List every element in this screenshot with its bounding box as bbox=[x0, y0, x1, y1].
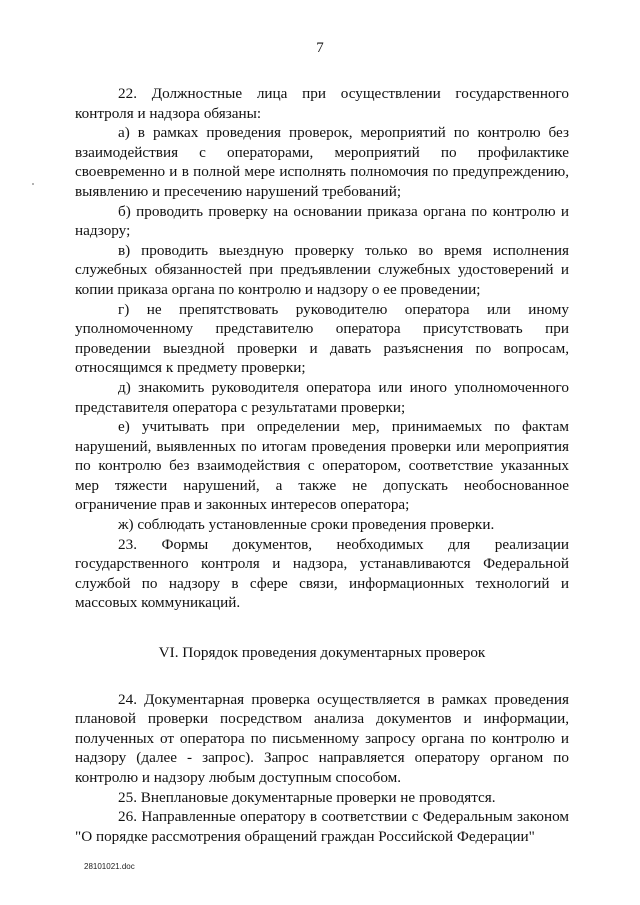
item-22-zh: ж) соблюдать установленные сроки проведения проверки. bbox=[118, 516, 495, 534]
item-22-d: д) знакомить руководителя оператора или иного уполномоченного представителя оператора с результатами проверки; bbox=[75, 378, 569, 416]
footer-filename: 28101021.doc bbox=[84, 862, 135, 871]
paragraph-23: 23. Формы документов, необходимых для реализации государственного контроля и надзора, устанавливаются Федеральной службой по надзору в сфере связи, информационных технологий и массовых коммуникаций. bbox=[75, 535, 569, 612]
item-22-b: б) проводить проверку на основании приказа органа по контролю и надзору; bbox=[75, 202, 569, 240]
scan-speck bbox=[32, 183, 34, 185]
paragraph-25: 25. Внеплановые документарные проверки не проводятся. bbox=[118, 788, 496, 806]
section-heading: VI. Порядок проведения документарных проверок bbox=[158, 644, 486, 662]
paragraph-24: 24. Документарная проверка осуществляется в рамках проведения плановой проверки посредством анализа документов и информации, полученных от оператора по письменному запросу органа по контролю и надзору (далее - запрос). Запрос направляется оператору органом по контролю и надзору любым доступным способом. bbox=[75, 690, 569, 786]
item-22-a: а) в рамках проведения проверок, мероприятий по контролю без взаимодействия с операторами, мероприятий по профилактике своевременно и в полной мере исполнять полномочия по предупреждению, выявлению и пресечению нарушений требований; bbox=[75, 124, 569, 200]
item-22-g: г) не препятствовать руководителю оператора или иному уполномоченному представителю оператора присутствовать при проведении выездной проверки и давать разъяснения по вопросам, относящимся к предмету проверки; bbox=[75, 300, 569, 377]
paragraph-26: 26. Направленные оператору в соответствии с Федеральным законом "О порядке рассмотрения обращений граждан Российской Федерации" bbox=[75, 808, 569, 845]
item-22-e: е) учитывать при определении мер, принимаемых по фактам нарушений, выявленных по итогам проведения проверки или мероприятия по контролю без взаимодействия с оператором, соответствие указанных мер тяжести нарушений, а также не допускать необоснованное ограничение прав и законных интересов оператора; bbox=[75, 418, 569, 514]
page-number: 7 bbox=[316, 40, 324, 56]
paragraph-22: 22. Должностные лица при осуществлении государственного контроля и надзора обязаны: bbox=[75, 85, 569, 122]
item-22-v: в) проводить выездную проверку только во время исполнения служебных обязанностей при предъявлении служебных удостоверений и копии приказа органа по контролю и надзору о ее проведении; bbox=[75, 241, 569, 298]
document-body bbox=[75, 84, 569, 846]
